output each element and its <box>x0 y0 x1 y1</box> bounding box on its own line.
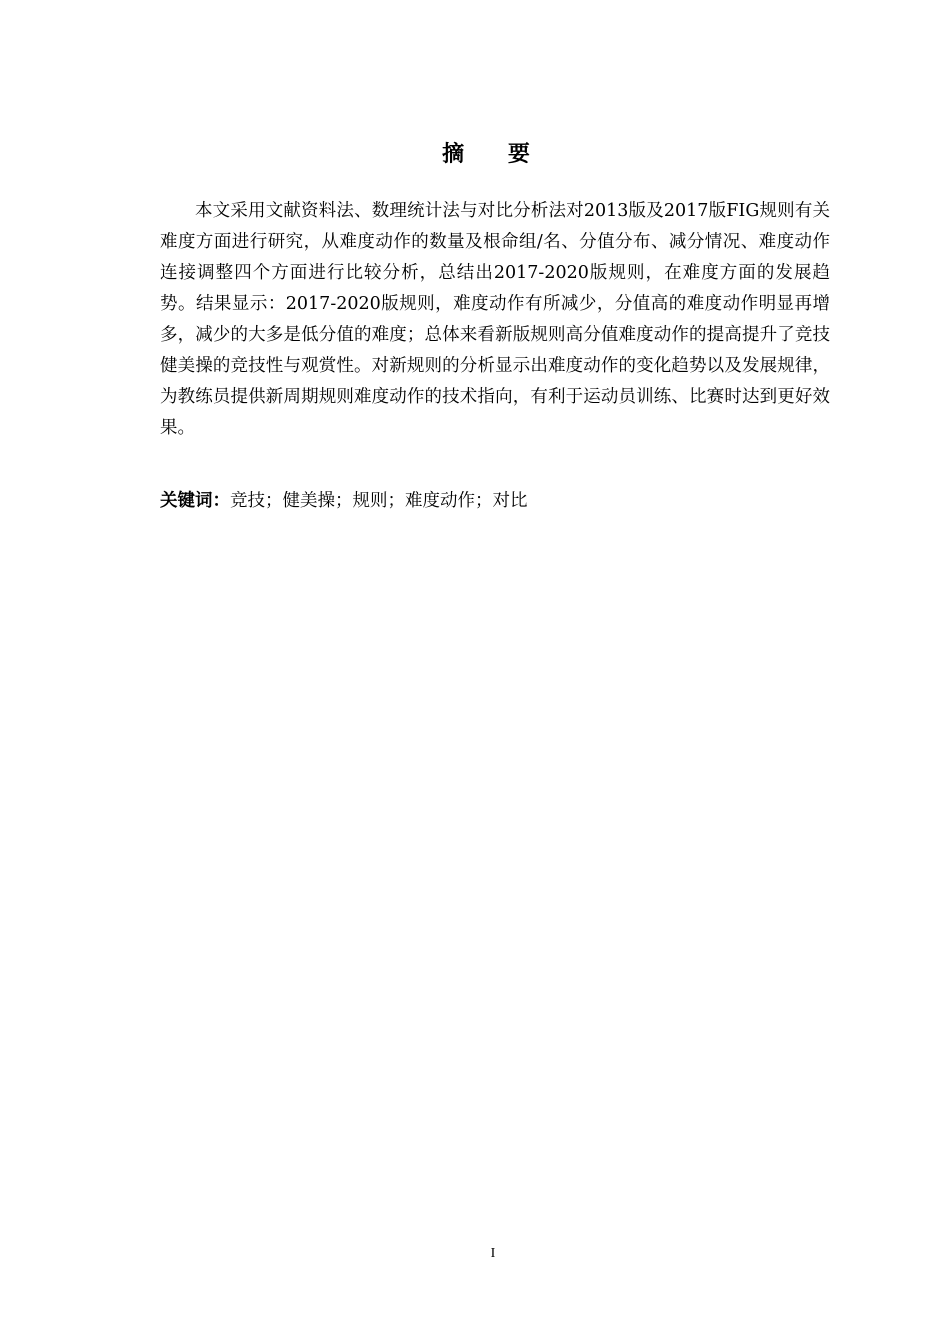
keywords-label: 关键词： <box>160 491 230 511</box>
keywords-line <box>160 486 830 517</box>
abstract-paragraph: 本文采用文献资料法、数理统计法与对比分析法对2013版及2017版FIG规则有关难度方面进行研究，从难度动作的数量及根命组/名、分值分布、减分情况、难度动作连接调整四个方面进行比较分析，总结出2017-2020版规则，在难度方面的发展趋势。结果显示：2017-2020版规则，难度动作有所减少，分值高的难度动作明显再增多，减少的大多是低分值的难度；总体来看新版规则高分值难度动作的提高提升了竞技健美操的竞技性与观赏性。对新规则的分析显示出难度动作的变化趋势以及发展规律，为教练员提供新周期规则难度动作的技术指向，有利于运动员训练、比赛时达到更好效果。 <box>160 201 830 438</box>
keywords-value: 竞技；健美操；规则；难度动作；对比 <box>230 491 528 511</box>
abstract-title: 摘 要 <box>442 142 548 167</box>
page-number: I <box>490 1246 496 1261</box>
